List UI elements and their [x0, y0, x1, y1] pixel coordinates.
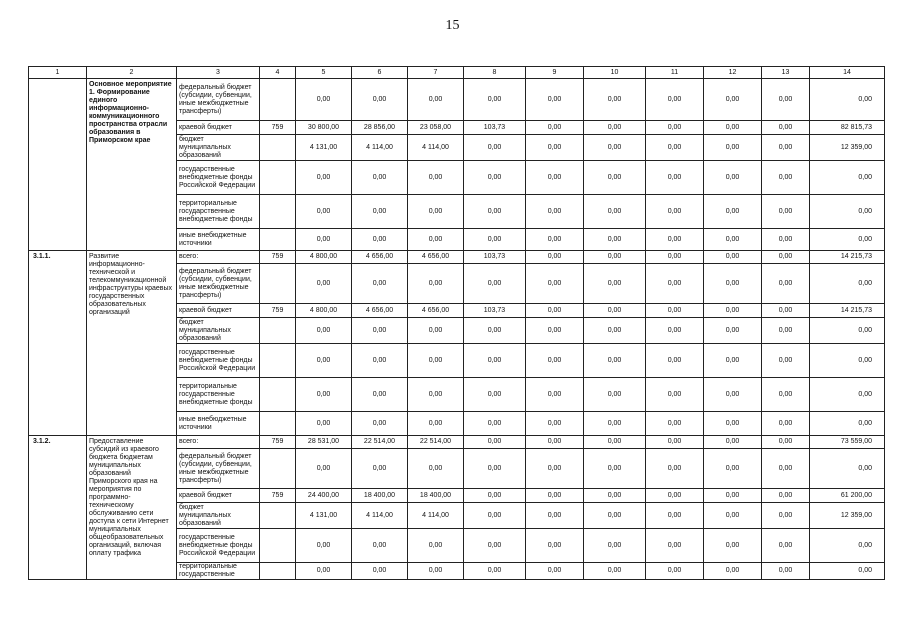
amount-cell: 0,00	[646, 251, 704, 264]
budget-code	[260, 563, 296, 580]
amount-cell: 0,00	[762, 79, 810, 121]
funding-source: федеральный бюджет (субсидии, субвенции, иные межбюджетные трансферты)	[177, 264, 260, 304]
amount-cell: 0,00	[352, 318, 408, 344]
amount-cell: 0,00	[352, 529, 408, 563]
amount-cell: 0,00	[762, 121, 810, 135]
header-cell: 5	[296, 67, 352, 79]
item-number	[29, 79, 87, 251]
budget-code	[260, 135, 296, 161]
amount-cell: 0,00	[464, 344, 526, 378]
funding-source: иные внебюджетные источники	[177, 229, 260, 251]
amount-cell: 0,00	[526, 121, 584, 135]
amount-cell: 0,00	[762, 412, 810, 436]
amount-cell: 0,00	[646, 229, 704, 251]
amount-cell: 0,00	[584, 529, 646, 563]
amount-cell: 0,00	[704, 229, 762, 251]
budget-code: 759	[260, 121, 296, 135]
amount-cell: 0,00	[762, 378, 810, 412]
funding-source: бюджет муниципальных образований	[177, 135, 260, 161]
amount-cell: 4 114,00	[408, 135, 464, 161]
amount-cell: 0,00	[526, 503, 584, 529]
amount-cell: 0,00	[810, 529, 885, 563]
amount-cell: 0,00	[408, 195, 464, 229]
budget-code	[260, 161, 296, 195]
amount-cell: 0,00	[646, 304, 704, 318]
amount-cell: 18 400,00	[408, 489, 464, 503]
budget-table	[28, 66, 885, 580]
amount-cell: 0,00	[704, 436, 762, 449]
amount-cell: 0,00	[296, 449, 352, 489]
amount-cell: 0,00	[762, 195, 810, 229]
amount-cell: 0,00	[646, 318, 704, 344]
amount-cell: 0,00	[408, 412, 464, 436]
amount-cell: 0,00	[646, 449, 704, 489]
amount-cell: 0,00	[646, 412, 704, 436]
amount-cell: 0,00	[296, 229, 352, 251]
amount-cell: 0,00	[526, 229, 584, 251]
amount-cell: 0,00	[704, 489, 762, 503]
amount-cell: 0,00	[704, 135, 762, 161]
amount-cell: 0,00	[584, 195, 646, 229]
item-number: 3.1.2.	[29, 436, 87, 580]
funding-source: федеральный бюджет (субсидии, субвенции, иные межбюджетные трансферты)	[177, 79, 260, 121]
amount-cell: 0,00	[646, 378, 704, 412]
amount-cell: 0,00	[296, 344, 352, 378]
amount-cell: 0,00	[296, 529, 352, 563]
amount-cell: 0,00	[646, 121, 704, 135]
amount-cell: 0,00	[704, 264, 762, 304]
funding-source: государственные внебюджетные фонды Российской Федерации	[177, 529, 260, 563]
amount-cell: 0,00	[810, 563, 885, 580]
amount-cell: 0,00	[810, 161, 885, 195]
amount-cell: 0,00	[464, 436, 526, 449]
header-cell: 10	[584, 67, 646, 79]
page-number: 15	[445, 18, 460, 33]
amount-cell: 0,00	[704, 304, 762, 318]
amount-cell: 0,00	[408, 449, 464, 489]
amount-cell: 0,00	[704, 412, 762, 436]
header-cell: 2	[87, 67, 177, 79]
amount-cell: 28 531,00	[296, 436, 352, 449]
amount-cell: 0,00	[584, 318, 646, 344]
amount-cell: 0,00	[296, 318, 352, 344]
amount-cell: 0,00	[704, 563, 762, 580]
amount-cell: 0,00	[464, 489, 526, 503]
amount-cell: 0,00	[464, 449, 526, 489]
header-cell: 4	[260, 67, 296, 79]
amount-cell: 0,00	[352, 449, 408, 489]
amount-cell: 0,00	[408, 264, 464, 304]
amount-cell: 0,00	[464, 135, 526, 161]
amount-cell: 0,00	[464, 195, 526, 229]
amount-cell: 0,00	[408, 318, 464, 344]
amount-cell: 0,00	[408, 529, 464, 563]
amount-cell: 0,00	[464, 161, 526, 195]
amount-cell: 0,00	[810, 79, 885, 121]
amount-cell: 0,00	[296, 161, 352, 195]
table-body	[29, 67, 885, 580]
amount-cell: 22 514,00	[352, 436, 408, 449]
amount-cell: 0,00	[704, 503, 762, 529]
amount-cell: 0,00	[296, 563, 352, 580]
amount-cell: 103,73	[464, 251, 526, 264]
amount-cell: 0,00	[704, 449, 762, 489]
amount-cell: 18 400,00	[352, 489, 408, 503]
amount-cell: 0,00	[408, 344, 464, 378]
amount-cell: 0,00	[352, 79, 408, 121]
funding-source: территориальные государственные	[177, 563, 260, 580]
amount-cell: 0,00	[464, 264, 526, 304]
amount-cell: 0,00	[646, 503, 704, 529]
amount-cell: 4 656,00	[408, 251, 464, 264]
budget-code: 759	[260, 436, 296, 449]
amount-cell: 14 215,73	[810, 304, 885, 318]
amount-cell: 4 656,00	[352, 304, 408, 318]
amount-cell: 0,00	[352, 563, 408, 580]
amount-cell: 0,00	[704, 161, 762, 195]
budget-code: 759	[260, 489, 296, 503]
amount-cell: 103,73	[464, 121, 526, 135]
funding-source: всего:	[177, 251, 260, 264]
amount-cell: 4 800,00	[296, 251, 352, 264]
amount-cell: 0,00	[526, 161, 584, 195]
amount-cell: 103,73	[464, 304, 526, 318]
amount-cell: 4 131,00	[296, 135, 352, 161]
header-cell: 6	[352, 67, 408, 79]
funding-source: краевой бюджет	[177, 489, 260, 503]
amount-cell: 0,00	[646, 489, 704, 503]
amount-cell: 23 058,00	[408, 121, 464, 135]
amount-cell: 22 514,00	[408, 436, 464, 449]
amount-cell: 24 400,00	[296, 489, 352, 503]
header-cell: 11	[646, 67, 704, 79]
amount-cell: 0,00	[584, 251, 646, 264]
amount-cell: 0,00	[646, 79, 704, 121]
budget-code	[260, 79, 296, 121]
amount-cell: 0,00	[296, 264, 352, 304]
amount-cell: 0,00	[526, 251, 584, 264]
amount-cell: 0,00	[584, 489, 646, 503]
funding-source: территориальные государственные внебюджетные фонды	[177, 195, 260, 229]
amount-cell: 4 114,00	[408, 503, 464, 529]
header-cell: 12	[704, 67, 762, 79]
amount-cell: 0,00	[584, 344, 646, 378]
amount-cell: 0,00	[526, 449, 584, 489]
header-cell: 14	[810, 67, 885, 79]
amount-cell: 0,00	[584, 563, 646, 580]
amount-cell: 0,00	[352, 344, 408, 378]
amount-cell: 0,00	[762, 529, 810, 563]
amount-cell: 0,00	[408, 378, 464, 412]
budget-code	[260, 529, 296, 563]
amount-cell: 4 800,00	[296, 304, 352, 318]
amount-cell: 0,00	[526, 344, 584, 378]
amount-cell: 4 131,00	[296, 503, 352, 529]
amount-cell: 0,00	[464, 563, 526, 580]
amount-cell: 12 359,00	[810, 503, 885, 529]
amount-cell: 0,00	[810, 344, 885, 378]
item-title: Предоставление субсидий из краевого бюджета бюджетам муниципальных образований Приморского края на мероприятия по программно-техническому обслуживанию сети доступа к сети Интернет муниципальных общеобразовательных организаций, включая оплату трафика	[87, 436, 177, 580]
amount-cell: 0,00	[704, 378, 762, 412]
amount-cell: 0,00	[408, 79, 464, 121]
amount-cell: 0,00	[762, 436, 810, 449]
funding-source: краевой бюджет	[177, 304, 260, 318]
table-row	[29, 436, 885, 449]
budget-code	[260, 503, 296, 529]
amount-cell: 4 114,00	[352, 503, 408, 529]
amount-cell: 0,00	[762, 318, 810, 344]
amount-cell: 0,00	[584, 264, 646, 304]
amount-cell: 0,00	[526, 318, 584, 344]
amount-cell: 0,00	[584, 436, 646, 449]
amount-cell: 0,00	[762, 304, 810, 318]
amount-cell: 0,00	[762, 161, 810, 195]
amount-cell: 0,00	[810, 318, 885, 344]
amount-cell: 0,00	[810, 412, 885, 436]
amount-cell: 0,00	[526, 195, 584, 229]
amount-cell: 0,00	[408, 161, 464, 195]
amount-cell: 0,00	[296, 195, 352, 229]
amount-cell: 0,00	[762, 344, 810, 378]
amount-cell: 0,00	[646, 264, 704, 304]
header-cell: 1	[29, 67, 87, 79]
amount-cell: 0,00	[526, 436, 584, 449]
funding-source: территориальные государственные внебюджетные фонды	[177, 378, 260, 412]
amount-cell: 0,00	[464, 229, 526, 251]
header-cell: 7	[408, 67, 464, 79]
amount-cell: 0,00	[352, 229, 408, 251]
amount-cell: 0,00	[762, 563, 810, 580]
amount-cell: 0,00	[646, 195, 704, 229]
amount-cell: 0,00	[762, 251, 810, 264]
amount-cell: 0,00	[810, 229, 885, 251]
amount-cell: 0,00	[464, 318, 526, 344]
table-row	[29, 251, 885, 264]
amount-cell: 0,00	[526, 135, 584, 161]
header-row	[29, 67, 885, 79]
amount-cell: 0,00	[762, 489, 810, 503]
budget-code	[260, 412, 296, 436]
amount-cell: 0,00	[352, 412, 408, 436]
amount-cell: 0,00	[296, 412, 352, 436]
amount-cell: 0,00	[464, 378, 526, 412]
amount-cell: 0,00	[584, 121, 646, 135]
table-row	[29, 79, 885, 121]
amount-cell: 0,00	[584, 304, 646, 318]
item-title: Основное мероприятие 1. Формирование единого информационно-коммуникационного пространства отрасли образования в Приморском крае	[87, 79, 177, 251]
funding-source: всего:	[177, 436, 260, 449]
amount-cell: 0,00	[584, 378, 646, 412]
amount-cell: 0,00	[296, 378, 352, 412]
amount-cell: 0,00	[704, 529, 762, 563]
budget-code	[260, 229, 296, 251]
amount-cell: 61 200,00	[810, 489, 885, 503]
funding-source: иные внебюджетные источники	[177, 412, 260, 436]
amount-cell: 0,00	[526, 412, 584, 436]
header-cell: 9	[526, 67, 584, 79]
amount-cell: 0,00	[526, 79, 584, 121]
funding-source: бюджет муниципальных образований	[177, 318, 260, 344]
amount-cell: 0,00	[526, 489, 584, 503]
amount-cell: 0,00	[704, 79, 762, 121]
amount-cell: 0,00	[464, 503, 526, 529]
header-cell: 8	[464, 67, 526, 79]
amount-cell: 0,00	[762, 503, 810, 529]
amount-cell: 0,00	[526, 264, 584, 304]
amount-cell: 0,00	[704, 121, 762, 135]
amount-cell: 14 215,73	[810, 251, 885, 264]
amount-cell: 0,00	[646, 529, 704, 563]
amount-cell: 0,00	[464, 79, 526, 121]
amount-cell: 0,00	[584, 135, 646, 161]
header-cell: 3	[177, 67, 260, 79]
amount-cell: 28 856,00	[352, 121, 408, 135]
amount-cell: 0,00	[526, 563, 584, 580]
amount-cell: 0,00	[464, 412, 526, 436]
amount-cell: 82 815,73	[810, 121, 885, 135]
amount-cell: 0,00	[762, 264, 810, 304]
funding-source: государственные внебюджетные фонды Российской Федерации	[177, 344, 260, 378]
amount-cell: 0,00	[352, 378, 408, 412]
amount-cell: 0,00	[762, 229, 810, 251]
amount-cell: 0,00	[704, 251, 762, 264]
amount-cell: 0,00	[704, 344, 762, 378]
funding-source: федеральный бюджет (субсидии, субвенции, иные межбюджетные трансферты)	[177, 449, 260, 489]
amount-cell: 0,00	[296, 79, 352, 121]
amount-cell: 0,00	[646, 344, 704, 378]
budget-code: 759	[260, 251, 296, 264]
amount-cell: 0,00	[810, 264, 885, 304]
amount-cell: 0,00	[810, 378, 885, 412]
amount-cell: 0,00	[464, 529, 526, 563]
item-number: 3.1.1.	[29, 251, 87, 436]
amount-cell: 0,00	[584, 79, 646, 121]
amount-cell: 12 359,00	[810, 135, 885, 161]
amount-cell: 30 800,00	[296, 121, 352, 135]
budget-code	[260, 344, 296, 378]
amount-cell: 0,00	[704, 318, 762, 344]
amount-cell: 4 656,00	[408, 304, 464, 318]
amount-cell: 0,00	[810, 449, 885, 489]
amount-cell: 0,00	[584, 449, 646, 489]
funding-source: государственные внебюджетные фонды Российской Федерации	[177, 161, 260, 195]
header-cell: 13	[762, 67, 810, 79]
amount-cell: 0,00	[408, 563, 464, 580]
budget-code	[260, 264, 296, 304]
amount-cell: 73 559,00	[810, 436, 885, 449]
amount-cell: 0,00	[584, 161, 646, 195]
amount-cell: 0,00	[584, 229, 646, 251]
budget-code	[260, 449, 296, 489]
budget-code: 759	[260, 304, 296, 318]
amount-cell: 0,00	[584, 412, 646, 436]
funding-source: краевой бюджет	[177, 121, 260, 135]
amount-cell: 0,00	[762, 135, 810, 161]
amount-cell: 0,00	[526, 304, 584, 318]
amount-cell: 0,00	[646, 161, 704, 195]
budget-code	[260, 318, 296, 344]
amount-cell: 0,00	[352, 161, 408, 195]
amount-cell: 0,00	[352, 264, 408, 304]
item-title: Развитие информационно-технической и телекоммуникационной инфраструктуры краевых государственных образовательных организаций	[87, 251, 177, 436]
amount-cell: 0,00	[704, 195, 762, 229]
amount-cell: 4 114,00	[352, 135, 408, 161]
amount-cell: 0,00	[352, 195, 408, 229]
amount-cell: 0,00	[646, 135, 704, 161]
budget-code	[260, 195, 296, 229]
amount-cell: 0,00	[646, 563, 704, 580]
budget-code	[260, 378, 296, 412]
amount-cell: 0,00	[584, 503, 646, 529]
amount-cell: 0,00	[526, 378, 584, 412]
amount-cell: 0,00	[762, 449, 810, 489]
amount-cell: 4 656,00	[352, 251, 408, 264]
amount-cell: 0,00	[646, 436, 704, 449]
amount-cell: 0,00	[408, 229, 464, 251]
amount-cell: 0,00	[526, 529, 584, 563]
amount-cell: 0,00	[810, 195, 885, 229]
funding-source: бюджет муниципальных образований	[177, 503, 260, 529]
